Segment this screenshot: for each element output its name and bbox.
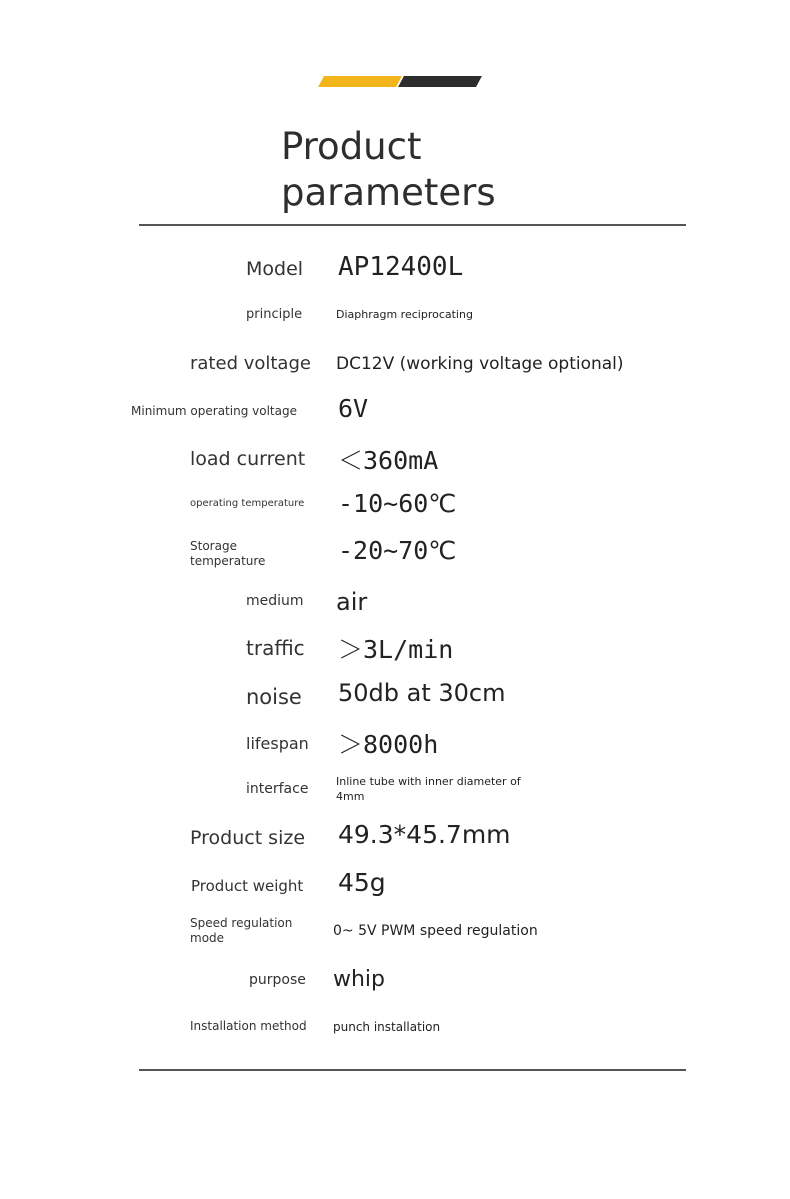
- param-label: lifespan: [246, 734, 309, 753]
- param-value: 49.3*45.7mm: [338, 820, 511, 849]
- param-label: Minimum operating voltage: [131, 404, 297, 418]
- accent-bar-yellow: [318, 76, 402, 87]
- param-value: AP12400L: [338, 252, 464, 282]
- param-label: Storage temperature: [190, 539, 266, 568]
- param-label: Installation method: [190, 1019, 307, 1033]
- param-value: Diaphragm reciprocating: [336, 308, 473, 321]
- param-value: DC12V (working voltage optional): [336, 354, 624, 374]
- param-value: whip: [333, 967, 386, 992]
- param-label: Product size: [190, 827, 306, 849]
- accent-bar-dark: [398, 76, 482, 87]
- param-label: noise: [246, 685, 302, 709]
- param-value: 0~ 5V PWM speed regulation: [333, 923, 538, 939]
- param-label: medium: [246, 593, 304, 609]
- param-value: 45g: [338, 868, 386, 897]
- param-label: purpose: [249, 972, 306, 988]
- param-value: ＜360mA: [338, 446, 439, 475]
- param-label: rated voltage: [190, 353, 311, 374]
- page-title: Product parameters: [281, 125, 496, 214]
- param-value: Inline tube with inner diameter of 4mm: [336, 775, 521, 803]
- top-divider: [139, 224, 686, 226]
- bottom-divider: [139, 1069, 686, 1071]
- param-label: principle: [246, 307, 303, 322]
- param-value: 50db at 30cm: [338, 679, 506, 707]
- param-label: operating temperature: [190, 498, 305, 509]
- param-label: load current: [190, 448, 306, 470]
- param-value: 6V: [338, 394, 369, 423]
- param-label: Speed regulation mode: [190, 916, 293, 945]
- param-label: Model: [246, 258, 304, 280]
- param-value: -10~60℃: [338, 489, 457, 518]
- param-label: traffic: [246, 636, 305, 660]
- param-value: ＞3L/min: [338, 635, 454, 664]
- param-value: punch installation: [333, 1020, 441, 1034]
- param-label: interface: [246, 781, 309, 797]
- param-value: air: [336, 588, 368, 616]
- param-value: -20~70℃: [338, 536, 457, 565]
- param-label: Product weight: [191, 877, 304, 895]
- param-value: ＞8000h: [338, 730, 439, 759]
